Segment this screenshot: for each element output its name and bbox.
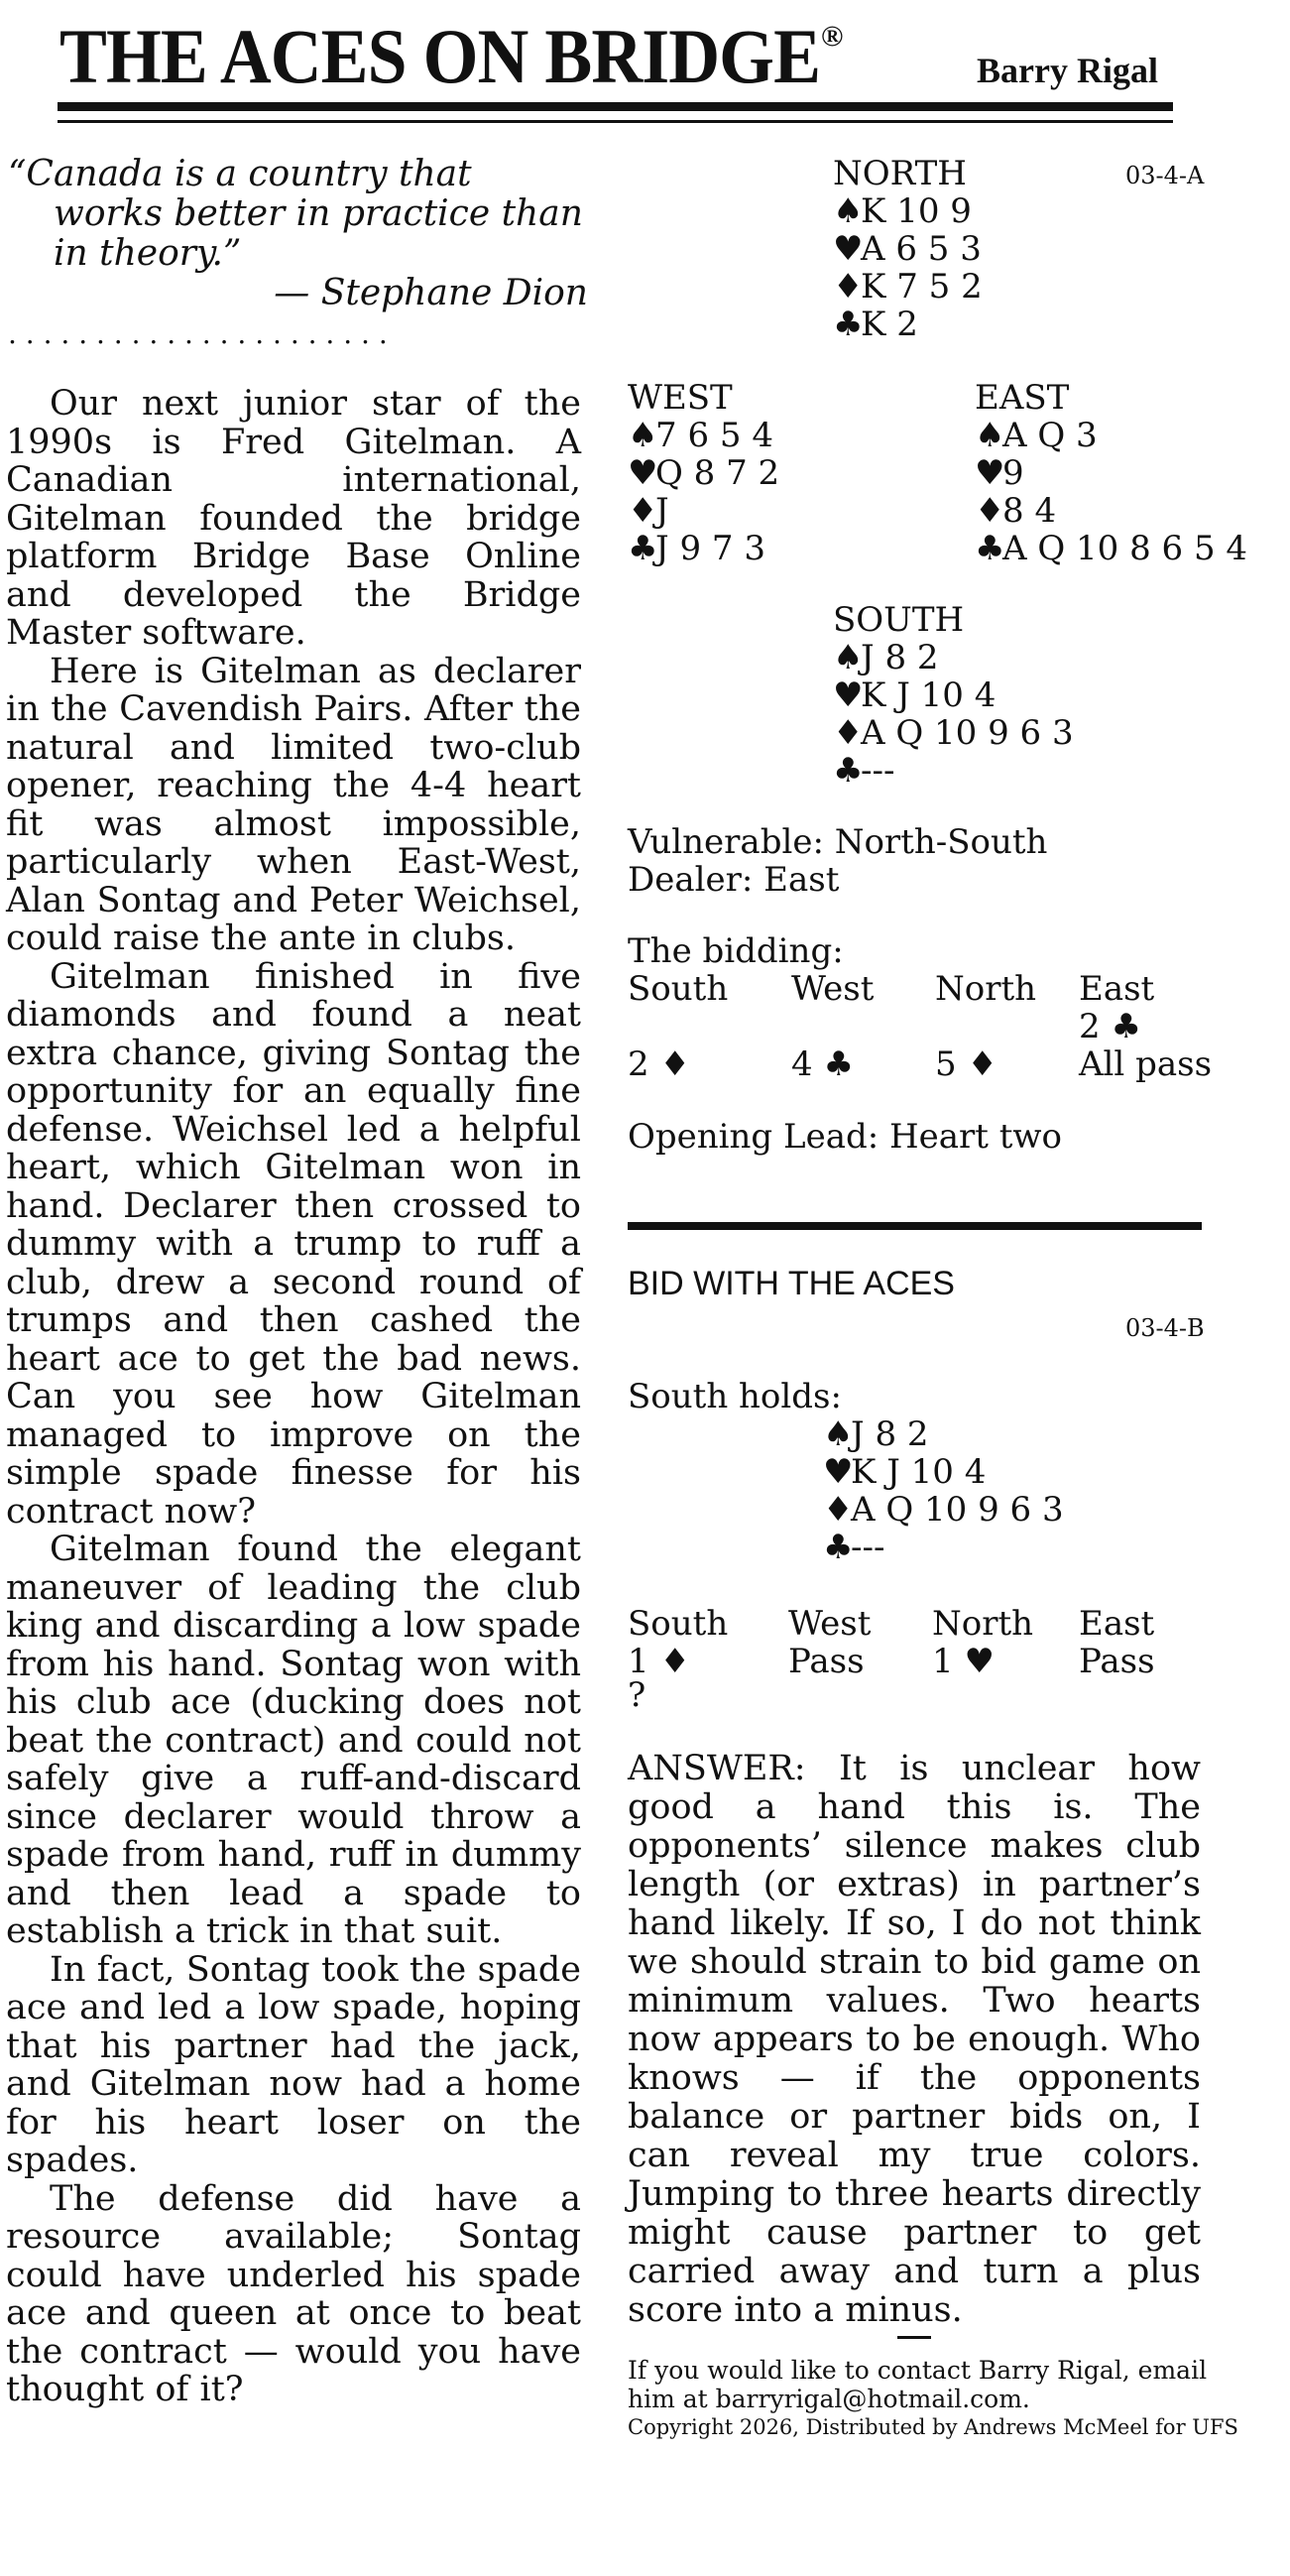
- heart-icon: ♥: [975, 453, 1005, 493]
- spade-icon: ♠: [628, 416, 658, 455]
- spade-icon: ♠: [833, 638, 864, 677]
- auction-call: Pass: [788, 1642, 865, 1681]
- author-name: Barry Rigal: [977, 51, 1158, 90]
- heart-icon: ♥: [628, 453, 658, 493]
- diamonds-holding: K 7 5 2: [861, 267, 983, 307]
- epigraph-quote: [8, 155, 588, 313]
- spade-icon: ♠: [975, 416, 1005, 455]
- hand-label: EAST: [975, 378, 1070, 418]
- diamonds-holding: A Q 10 9 6 3: [851, 1490, 1064, 1530]
- bidding-label: The bidding:: [628, 931, 844, 971]
- diamond-icon: ♦: [823, 1490, 854, 1530]
- spade-icon: ♠: [833, 191, 864, 231]
- bid-call: 5 ♦: [935, 1044, 997, 1084]
- spades-holding: K 10 9: [861, 191, 972, 231]
- diamond-icon: ♦: [628, 491, 658, 531]
- heart-icon: ♥: [823, 1452, 854, 1492]
- hand-south: [833, 601, 1074, 790]
- masthead-rule-thick: [58, 102, 1173, 111]
- column-title: THE ACES ON BRIDGE: [59, 13, 821, 99]
- hearts-holding: Q 8 7 2: [655, 453, 780, 493]
- diamond-icon: ♦: [975, 491, 1005, 531]
- footer-dash: [897, 2336, 931, 2339]
- bidding-header: West: [791, 969, 875, 1009]
- copyright: Copyright 2026, Distributed by Andrews McMeel for UFS: [628, 2415, 1238, 2439]
- hand-east: [975, 379, 1247, 567]
- dotted-separator: . . . . . . . . . . . . . . . . . . . . . .: [8, 317, 388, 350]
- hand-label: WEST: [628, 378, 733, 418]
- hearts-holding: 9: [1002, 453, 1024, 493]
- article-paragraph: In fact, Sontag took the spade ace and led a low spade, hoping that his partner had the jack, and Gitelman now had a home for his heart loser on the spades.: [6, 1949, 581, 2180]
- south-holds-label: South holds:: [628, 1377, 842, 1416]
- quote-attribution: — Stephane Dion: [274, 273, 588, 313]
- hearts-holding: K J 10 4: [861, 675, 997, 715]
- vulnerability: Vulnerable: North-South: [628, 822, 1048, 862]
- hand-north: [833, 155, 983, 343]
- club-icon: ♣: [823, 1528, 854, 1567]
- diamond-icon: ♦: [833, 713, 864, 753]
- club-icon: ♣: [833, 305, 864, 344]
- club-icon: ♣: [833, 751, 864, 791]
- diamonds-holding: J: [655, 491, 669, 531]
- dealer: Dealer: East: [628, 860, 840, 900]
- clubs-holding: ---: [851, 1528, 885, 1567]
- spades-holding: A Q 3: [1002, 416, 1098, 455]
- spades-holding: J 8 2: [861, 638, 939, 677]
- clubs-holding: ---: [861, 751, 895, 791]
- article-paragraph: Gitelman finished in five diamonds and found a neat extra chance, giving Sontag the opportunity for an equally fine defense. Weichsel led a helpful heart, which Gitelman won in hand. Declarer then crossed to dummy with a trump to ruff a club, drew a second round of trumps and then cashed the heart ace to get the bad news. Can you see how Gitelman managed to improve on the simple spade finesse for his contract now?: [6, 956, 581, 1532]
- diamonds-holding: 8 4: [1002, 491, 1057, 531]
- bidding-header: South: [628, 969, 729, 1009]
- bid-with-aces-title: BID WITH THE ACES: [628, 1265, 955, 1302]
- hearts-holding: K J 10 4: [851, 1452, 987, 1492]
- spades-holding: J 8 2: [851, 1414, 929, 1454]
- bid-call: 2 ♦: [628, 1044, 690, 1084]
- hand-label: NORTH: [833, 154, 967, 193]
- hand-west: [628, 379, 779, 567]
- diamonds-holding: A Q 10 9 6 3: [861, 713, 1074, 753]
- auction-call: 1 ♥: [932, 1642, 995, 1681]
- auction-header: North: [932, 1604, 1034, 1644]
- deal-code: 03-4-A: [1125, 162, 1205, 189]
- problem-code: 03-4-B: [1125, 1314, 1205, 1342]
- auction-call: 1 ♦: [628, 1642, 690, 1681]
- south-holding: [823, 1415, 1064, 1566]
- article-body: [6, 385, 581, 2409]
- article-paragraph: Gitelman found the elegant maneuver of leading the club king and discarding a low spade from his hand. Sontag won with his club ace (ducking does not beat the contract) and could not safely give a ruff-and-discard since declarer would throw a spade from hand, ruff in dummy and then lead a spade to establish a trick in that suit.: [6, 1530, 581, 1951]
- auction-header: West: [788, 1604, 872, 1644]
- bidding-header: East: [1079, 969, 1155, 1009]
- spade-icon: ♠: [823, 1414, 854, 1454]
- article-paragraph: The defense did have a resource available; Sontag could have underled his spade ace and queen at once to beat the contract — would you have thought of it?: [6, 2178, 581, 2409]
- article-paragraph: Here is Gitelman as declarer in the Cavendish Pairs. After the natural and limited two-club opener, reaching the 4-4 heart fit was almost impossible, particularly when East-West, Alan Sontag and Peter Weichsel, could raise the ante in clubs.: [6, 651, 581, 958]
- bidding-header: North: [935, 969, 1037, 1009]
- opening-lead: Opening Lead: Heart two: [628, 1117, 1062, 1157]
- hearts-holding: A 6 5 3: [861, 229, 982, 269]
- quote-text: “Canada is a country that works better in practice than in theory.”: [8, 154, 583, 274]
- answer-text: ANSWER: It is unclear how good a hand this is. The opponents’ silence makes club length (or extras) in partner’s hand likely. If so, I do not think we should strain to bid game on minimum values. Two hearts now appears to be enough. Who knows — if the opponents balance or partner bids on, I can reveal my true colors. Jumping to three hearts directly might cause partner to get carried away and turn a plus score into a minus.: [628, 1749, 1201, 2330]
- heart-icon: ♥: [833, 229, 864, 269]
- contact-note: If you would like to contact Barry Rigal, email him at barryrigal@hotmail.com.: [628, 2356, 1208, 2413]
- section-rule: [628, 1222, 1202, 1230]
- clubs-holding: A Q 10 8 6 5 4: [1002, 529, 1248, 568]
- heart-icon: ♥: [833, 675, 864, 715]
- spades-holding: 7 6 5 4: [655, 416, 773, 455]
- diamond-icon: ♦: [833, 267, 864, 307]
- bid-call: All pass: [1079, 1044, 1213, 1084]
- auction-header: East: [1079, 1604, 1155, 1644]
- hand-label: SOUTH: [833, 600, 965, 640]
- club-icon: ♣: [975, 529, 1005, 568]
- bid-call: 2 ♣: [1079, 1007, 1141, 1046]
- auction-call: Pass: [1079, 1642, 1155, 1681]
- clubs-holding: J 9 7 3: [655, 529, 765, 568]
- masthead-rule-thin: [58, 120, 1173, 123]
- clubs-holding: K 2: [861, 305, 918, 344]
- club-icon: ♣: [628, 529, 658, 568]
- auction-header: South: [628, 1604, 729, 1644]
- article-paragraph: Our next junior star of the 1990s is Fred Gitelman. A Canadian international, Gitelman founded the bridge platform Bridge Base Online and developed the Bridge Master software.: [6, 384, 581, 653]
- bid-call: 4 ♣: [791, 1044, 854, 1084]
- registered-mark: ®: [821, 20, 844, 53]
- auction-question: ?: [628, 1675, 646, 1715]
